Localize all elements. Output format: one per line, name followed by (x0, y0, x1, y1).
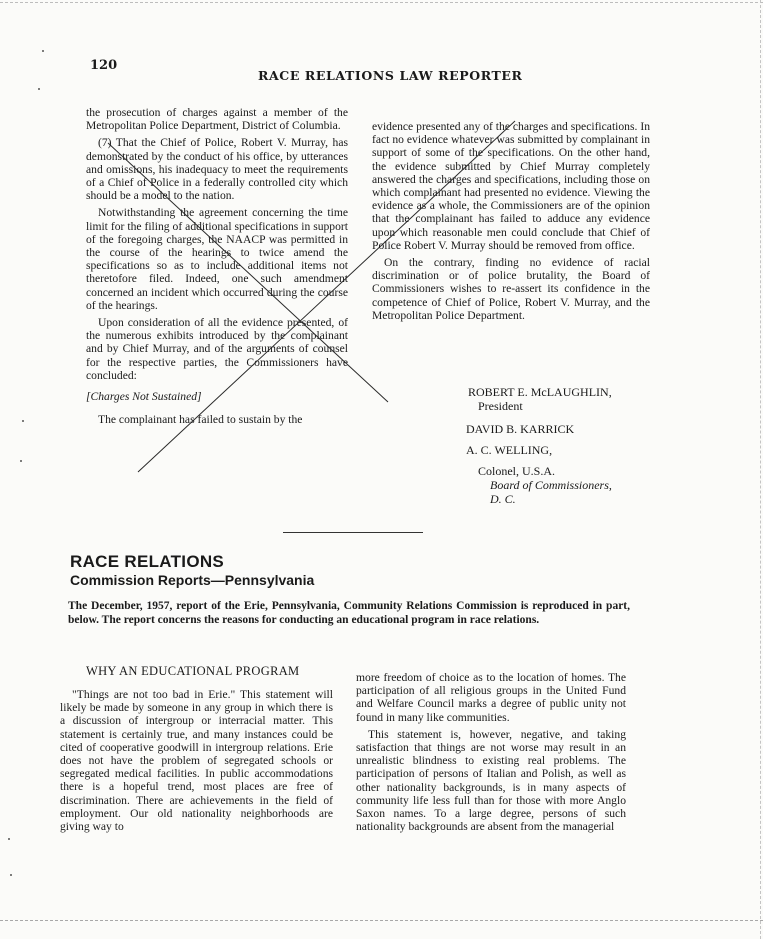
paragraph: This statement is, however, negative, and taking satisfaction that things are not worse may result in an unrealistic blindness to existing real problems. The participation of persons of Italian and Polish, as well as other nationality backgrounds, is in many aspects of community life less full than for those with more Anglo Saxon names. To a large degree, persons of such nationality backgrounds are absent from the managerial (356, 727, 626, 834)
paragraph: (7) That the Chief of Police, Robert V. Murray, has demonstrated by the conduct of his office, by utterances and omissions, his inadequacy to meet the requirements of a Chief of Police in a federally controlled city which should be a model to the nation. (86, 136, 348, 203)
signature-board: Board of Commissioners, (490, 478, 612, 492)
column-right-bottom (356, 671, 626, 837)
section-title: RACE RELATIONS (70, 552, 225, 571)
paragraph: Notwithstanding the agreement concerning the time limit for the filing of additional specifications in support of the foregoing charges, the NAACP was permitted in the course of the hearings to twice amend the specifications so as to include additional items not theretofore filed. Indeed, one such amendment concerned an incident which occurred during the course of the hearings. (86, 206, 348, 312)
section-intro: The December, 1957, report of the Erie, Pennsylvania, Community Relations Commission is reproduced in part, below. The report concerns the reasons for conducting an educational program in race relations. (68, 600, 630, 626)
signature-name: ROBERT E. McLAUGHLIN, (468, 385, 612, 399)
signature-title: Colonel, U.S.A. (478, 464, 556, 478)
section-subtitle: Commission Reports—Pennsylvania (70, 572, 315, 588)
paragraph: more freedom of choice as to the location of homes. The participation of all religious groups in the United Fund and Welfare Council marks a degree of public unity not found in many like communities. (356, 671, 626, 724)
section-heading: WHY AN EDUCATIONAL PROGRAM (86, 664, 300, 678)
paragraph: On the contrary, finding no evidence of racial discrimination or of police brutality, the Board of Commissioners wishes to re-assert its confidence in the competence of Chief of Police, Robert V. Murray, and the Metropolitan Police Department. (372, 256, 650, 322)
signature-name: A. C. WELLING, (466, 443, 553, 457)
page-number: 120 (90, 58, 118, 73)
subheading: [Charges Not Sustained] (86, 390, 202, 404)
paragraph: evidence presented any of the charges and specifications. In fact no evidence whatever was submitted by complainant in support of some of the specifications. On the other hand, the evidence submitted by Chief Murray completely answered the charges and specifications, including those on which complainant had presented no evidence. Viewing the evidence as a whole, the Commissioners are of the opinion that the complainant has failed to adduce any evidence upon which reasonable men could conclude that Chief of Police Robert V. Murray should be removed from office. (372, 120, 650, 252)
signature-name: DAVID B. KARRICK (466, 422, 575, 436)
paragraph: Upon consideration of all the evidence presented, of the numerous exhibits introduced by the complainant and by Chief Murray, and of the arguments of counsel for the respective parties, the Commissioners have concluded: (86, 316, 348, 382)
section-divider (283, 532, 423, 533)
paragraph: "Things are not too bad in Erie." This statement will likely be made by someone in any group in which there is a discussion of intergroup or interracial matter. This statement is certainly true, and many instances could be cited of cooperative goodwill in intergroup relations. Erie does not have the problem of segregated schools or segregated medical facilities. In public accommodations there is a hopeful trend, most places are free of discrimination. There are achievements in the field of employment. Our old nationality neighborhoods are giving way to (60, 688, 333, 834)
column-left-bottom (60, 688, 333, 837)
paragraph: the prosecution of charges against a member of the Metropolitan Police Department, District of Columbia. (86, 106, 348, 133)
paragraph: The complainant has failed to sustain by the (98, 413, 303, 427)
signature-title: President (478, 399, 523, 413)
signature-board: D. C. (490, 492, 516, 506)
running-head: RACE RELATIONS LAW REPORTER (258, 68, 523, 83)
